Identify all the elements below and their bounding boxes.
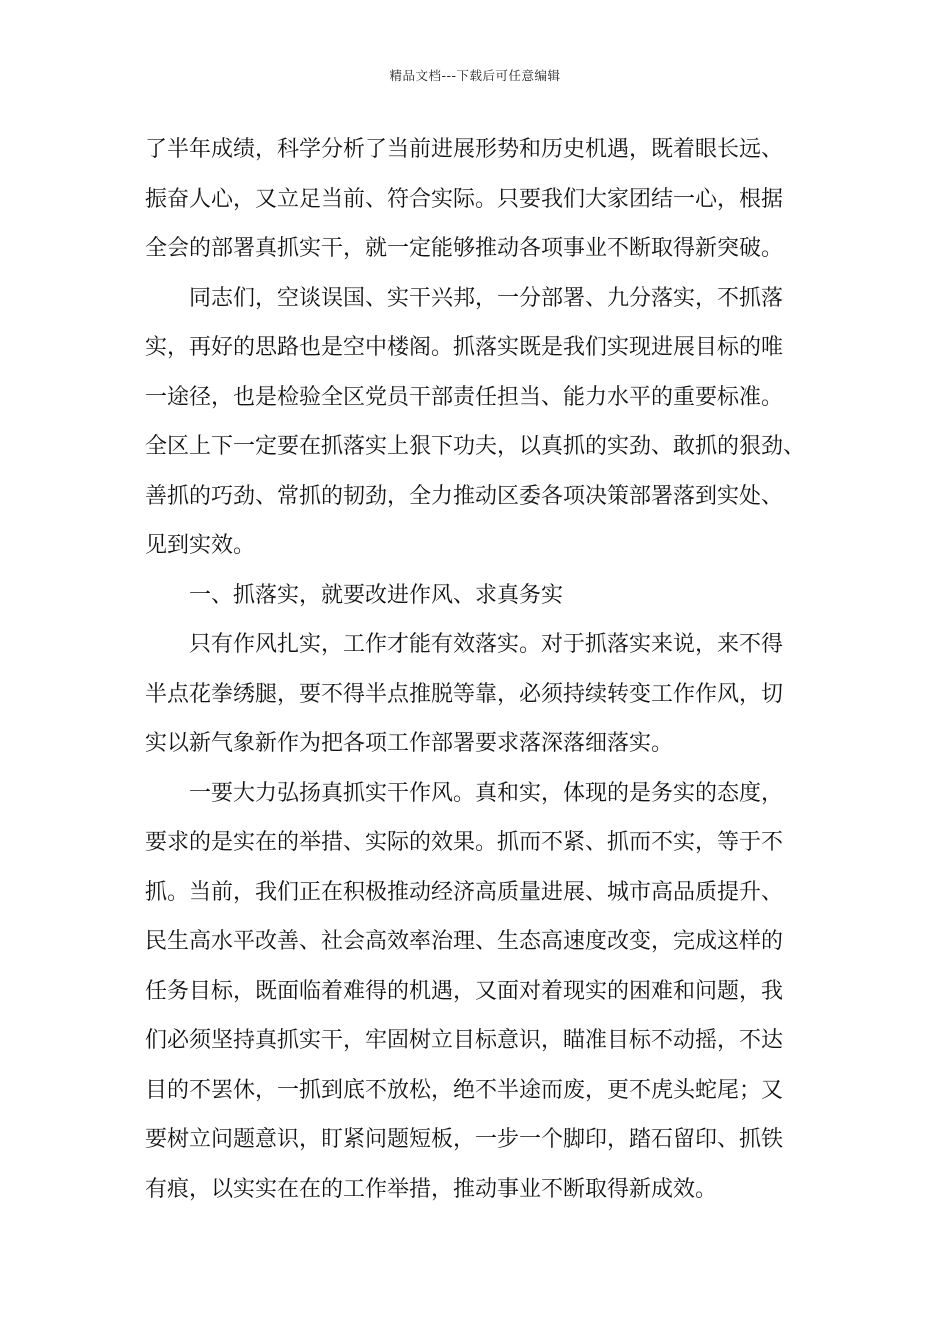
body-line: 实，再好的思路也是空中楼阁。抓落实既是我们实现进展目标的唯 bbox=[145, 335, 784, 360]
body-line: 要树立问题意识，盯紧问题短板，一步一个脚印，踏石留印、抓铁 bbox=[145, 1127, 784, 1152]
paragraph-start-line: 只有作风扎实，工作才能有效落实。对于抓落实来说，来不得 bbox=[189, 632, 784, 657]
body-line: 们必须坚持真抓实干，牢固树立目标意识，瞄准目标不动摇，不达 bbox=[145, 1028, 784, 1053]
body-line: 一途径，也是检验全区党员干部责任担当、能力水平的重要标准。 bbox=[145, 384, 784, 410]
body-line: 目的不罢休，一抓到底不放松，绝不半途而废，更不虎头蛇尾；又 bbox=[145, 1077, 784, 1103]
body-line: 见到实效。 bbox=[145, 533, 256, 558]
body-line: 全区上下一定要在抓落实上狠下功夫，以真抓的实劲、敢抓的狠劲、 bbox=[145, 434, 806, 459]
section-heading: 一、抓落实，就要改进作风、求真务实 bbox=[189, 582, 564, 608]
body-line: 实以新气象新作为把各项工作部署要求落深落细落实。 bbox=[145, 731, 674, 756]
body-line: 任务目标，既面临着难得的机遇，又面对着现实的困难和问题，我 bbox=[145, 978, 784, 1004]
body-line: 半点花拳绣腿，要不得半点推脱等靠，必须持续转变工作作风，切 bbox=[145, 681, 784, 707]
body-line: 有痕，以实实在在的工作举措，推动事业不断取得新成效。 bbox=[145, 1176, 718, 1202]
body-line: 振奋人心，又立足当前、符合实际。只要我们大家团结一心，根据 bbox=[145, 186, 784, 212]
paragraph-start-line: 同志们，空谈误国、实干兴邦，一分部署、九分落实，不抓落 bbox=[189, 285, 784, 311]
page-header-watermark: 精品文档---下载后可任意编辑 bbox=[389, 68, 561, 83]
body-line: 善抓的巧劲、常抓的韧劲，全力推动区委各项决策部署落到实处、 bbox=[145, 483, 784, 509]
body-line: 要求的是实在的举措、实际的效果。抓而不紧、抓而不实，等于不 bbox=[145, 830, 784, 855]
paragraph-start-line: 一要大力弘扬真抓实干作风。真和实，体现的是务实的态度， bbox=[189, 780, 784, 806]
document-body bbox=[145, 125, 825, 1214]
body-line: 民生高水平改善、社会高效率治理、生态高速度改变，完成这样的 bbox=[145, 929, 784, 954]
body-line: 抓。当前，我们正在积极推动经济高质量进展、城市高品质提升、 bbox=[145, 879, 784, 905]
body-line: 全会的部署真抓实干，就一定能够推动各项事业不断取得新突破。 bbox=[145, 236, 784, 261]
body-line: 了半年成绩，科学分析了当前进展形势和历史机遇，既着眼长远、 bbox=[145, 137, 784, 162]
